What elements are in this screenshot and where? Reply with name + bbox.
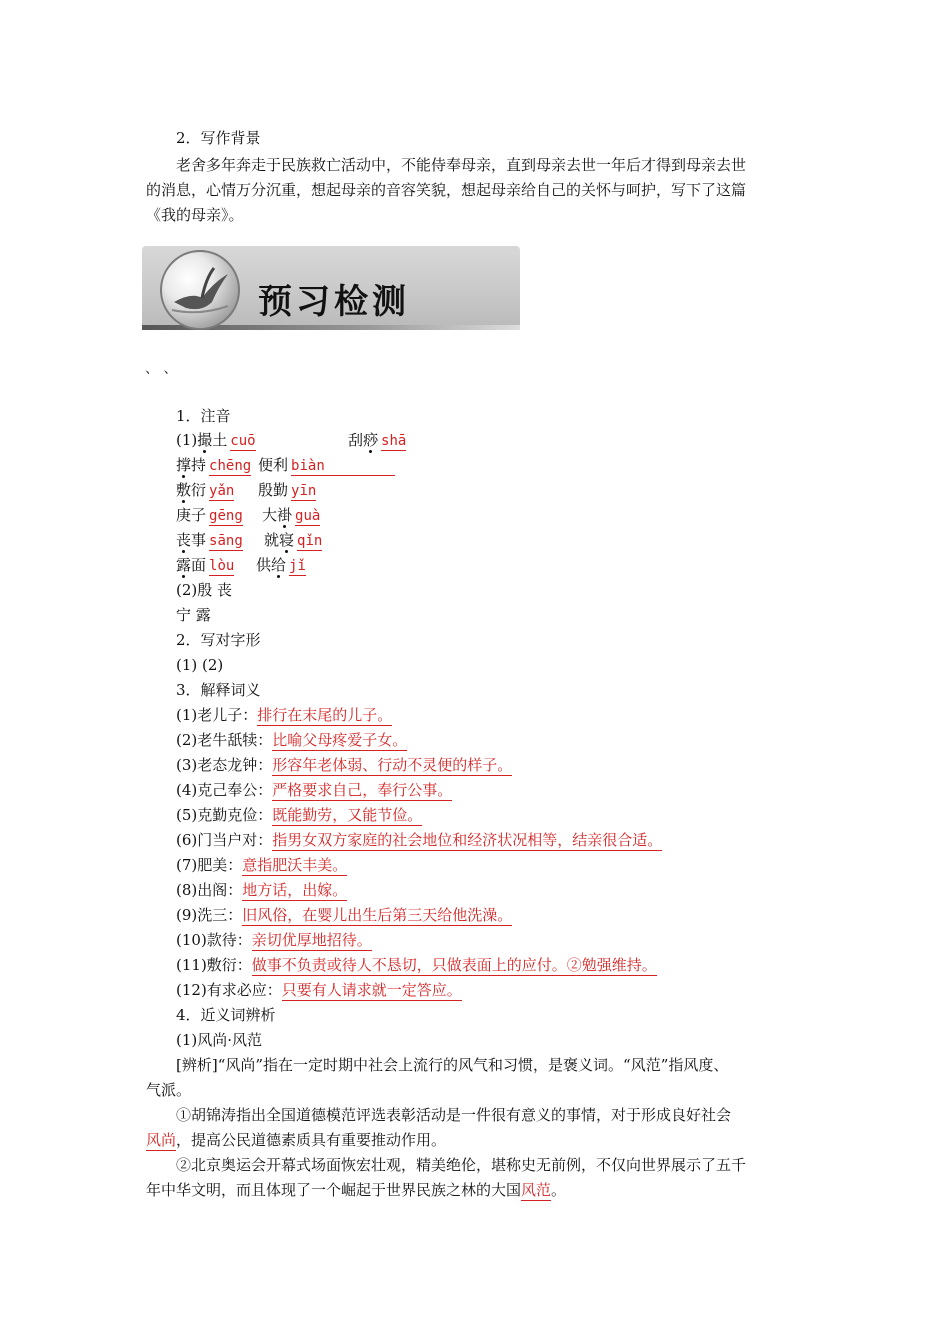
pinyin-answer: shā: [381, 433, 407, 449]
zixing-heading: 2．写对字形: [176, 631, 261, 649]
pinyin-item: [262, 505, 320, 526]
jinyi-example2-line1: ②北京奥运会开幕式场面恢宏壮观，精美绝伦，堪称史无前例，不仅向世界展示了五千: [176, 1156, 747, 1174]
jinyi-example2-end: 。: [551, 1181, 567, 1199]
background-para-line1: 老舍多年奔走于民族救亡活动中，不能侍奉母亲，直到母亲去世一年后才得到母亲去世: [176, 156, 747, 174]
pinyin-char: 大: [262, 506, 278, 524]
ciyi-item: [176, 830, 662, 851]
ciyi-term: (2)老牛舐犊：: [176, 731, 273, 749]
ciyi-item: [176, 905, 512, 926]
pinyin-answer: yǎn: [209, 483, 235, 499]
pinyin-answer: chēng: [209, 458, 252, 474]
pinyin-char: 便: [258, 456, 274, 474]
jinyi-heading: 4．近义词辨析: [176, 1006, 276, 1024]
pinyin-item: [258, 455, 395, 476]
ciyi-definition: 意指肥沃丰美。: [242, 856, 348, 874]
ciyi-item: [176, 730, 407, 751]
ciyi-term: (5)克勤克俭：: [176, 806, 273, 824]
ciyi-item: [176, 755, 512, 776]
ciyi-term: (6)门当户对：: [176, 831, 273, 849]
pinyin-char: 土: [212, 431, 228, 449]
ciyi-term: (9)洗三：: [176, 906, 243, 924]
pinyin-char: 就: [264, 531, 280, 549]
pinyin-part2-line1: (2)殷 丧: [176, 581, 233, 599]
ciyi-term: (7)肥美：: [176, 856, 243, 874]
pinyin-answer: biàn: [291, 458, 395, 476]
background-para-line3: 《我的母亲》。: [146, 206, 244, 224]
pinyin-char: 痧: [363, 431, 379, 449]
pinyin-char: (1): [176, 431, 198, 449]
pinyin-item: [176, 505, 243, 526]
ciyi-term: (4)克己奉公：: [176, 781, 273, 799]
pinyin-char: 丧: [176, 531, 192, 549]
zixing-line: (1) (2): [176, 656, 224, 674]
jinyi-example1-answer: 风尚: [146, 1131, 177, 1149]
pinyin-heading: 1．注音: [176, 407, 231, 425]
ciyi-heading: 3．解释词义: [176, 681, 261, 699]
pinyin-char: 衍: [191, 481, 207, 499]
pinyin-char: 敷: [176, 481, 192, 499]
pinyin-answer: qǐn: [297, 533, 323, 549]
ciyi-definition: 旧风俗，在婴儿出生后第三天给他洗澡。: [242, 906, 513, 924]
pinyin-char: 露: [176, 556, 192, 574]
pinyin-char: 褂: [277, 506, 293, 524]
ciyi-definition: 严格要求自己，奉行公事。: [272, 781, 453, 799]
background-para-line2: 的消息，心情万分沉重，想起母亲的音容笑貌，想起母亲给自己的关怀与呵护，写下了这篇: [146, 181, 747, 199]
banner-title: 预习检测: [258, 282, 410, 322]
ciyi-definition: 做事不负责或待人不恳切，只做表面上的应付。②勉强维持。: [251, 956, 657, 974]
pinyin-item: [264, 530, 322, 551]
pinyin-item: [176, 555, 234, 576]
ciyi-term: (12)有求必应：: [176, 981, 282, 999]
swan-circle-icon: [160, 250, 240, 330]
pinyin-part2-line2: 宁 露: [176, 606, 211, 624]
pinyin-char: 勤: [273, 481, 289, 499]
pinyin-item: [258, 480, 316, 501]
jinyi-example2-answer: 风范: [521, 1181, 552, 1199]
jinyi-example1-line2: [146, 1130, 446, 1151]
pinyin-answer: lòu: [209, 558, 235, 574]
ciyi-definition: 地方话，出嫁。: [242, 881, 348, 899]
pinyin-answer: cuō: [230, 433, 256, 449]
ciyi-term: (8)出阁：: [176, 881, 243, 899]
ciyi-definition: 只要有人请求就一定答应。: [281, 981, 462, 999]
pinyin-char: 刮: [348, 431, 364, 449]
ciyi-item: [176, 855, 347, 876]
ciyi-definition: 排行在末尾的儿子。: [257, 706, 393, 724]
pinyin-answer: jǐ: [289, 558, 306, 574]
jinyi-example2-text: 年中华文明，而且体现了一个崛起于世界民族之林的大国: [146, 1181, 522, 1199]
ciyi-definition: 既能勤劳，又能节俭。: [272, 806, 423, 824]
stray-marks: 、 、: [145, 361, 178, 377]
pinyin-answer: guà: [295, 508, 321, 524]
pinyin-answer: sāng: [209, 533, 243, 549]
ciyi-item: [176, 705, 392, 726]
pinyin-char: 撑: [176, 456, 192, 474]
pinyin-char: 给: [271, 556, 287, 574]
ciyi-item: [176, 780, 452, 801]
pinyin-char: 持: [191, 456, 207, 474]
pinyin-item: [176, 455, 251, 476]
pinyin-char: 供: [256, 556, 272, 574]
ciyi-definition: 比喻父母疼爱子女。: [272, 731, 408, 749]
ciyi-item: [176, 930, 372, 951]
ciyi-term: (10)款待：: [176, 931, 252, 949]
pinyin-answer: gēng: [209, 508, 243, 524]
pinyin-item: [348, 430, 406, 451]
pinyin-char: 事: [191, 531, 207, 549]
jinyi-analysis-line2: 气派。: [146, 1081, 192, 1099]
ciyi-item: [176, 805, 422, 826]
ciyi-term: (3)老态龙钟：: [176, 756, 273, 774]
pinyin-char: 撮: [197, 431, 213, 449]
jinyi-example2-line2: [146, 1180, 566, 1201]
pinyin-answer: yīn: [291, 483, 317, 499]
ciyi-term: (11)敷衍：: [176, 956, 252, 974]
ciyi-definition: 形容年老体弱、行动不灵便的样子。: [272, 756, 513, 774]
pinyin-char: 面: [191, 556, 207, 574]
pinyin-item: [256, 555, 306, 576]
jinyi-example1-line1: ①胡锦涛指出全国道德模范评选表彰活动是一件很有意义的事情，对于形成良好社会: [176, 1106, 732, 1124]
jinyi-sub: (1)风尚·风范: [176, 1031, 263, 1049]
pinyin-item: [176, 480, 234, 501]
pinyin-char: 子: [191, 506, 207, 524]
pinyin-char: 庚: [176, 506, 192, 524]
pinyin-char: 殷: [258, 481, 274, 499]
ciyi-item: [176, 880, 347, 901]
background-heading: 2．写作背景: [176, 129, 261, 147]
ciyi-item: [176, 955, 657, 976]
ciyi-item: [176, 980, 462, 1001]
ciyi-definition: 指男女双方家庭的社会地位和经济状况相等，结亲很合适。: [272, 831, 663, 849]
pinyin-item: [176, 530, 243, 551]
ciyi-definition: 亲切优厚地招待。: [251, 931, 372, 949]
pinyin-item: [176, 430, 256, 451]
pinyin-char: 利: [273, 456, 289, 474]
jinyi-analysis-line1: [辨析]“风尚”指在一定时期中社会上流行的风气和习惯，是褒义词。“风范”指风度、: [176, 1056, 729, 1074]
ciyi-term: (1)老儿子：: [176, 706, 258, 724]
jinyi-example1-rest: ，提高公民道德素质具有重要推动作用。: [176, 1131, 447, 1149]
pinyin-char: 寝: [279, 531, 295, 549]
